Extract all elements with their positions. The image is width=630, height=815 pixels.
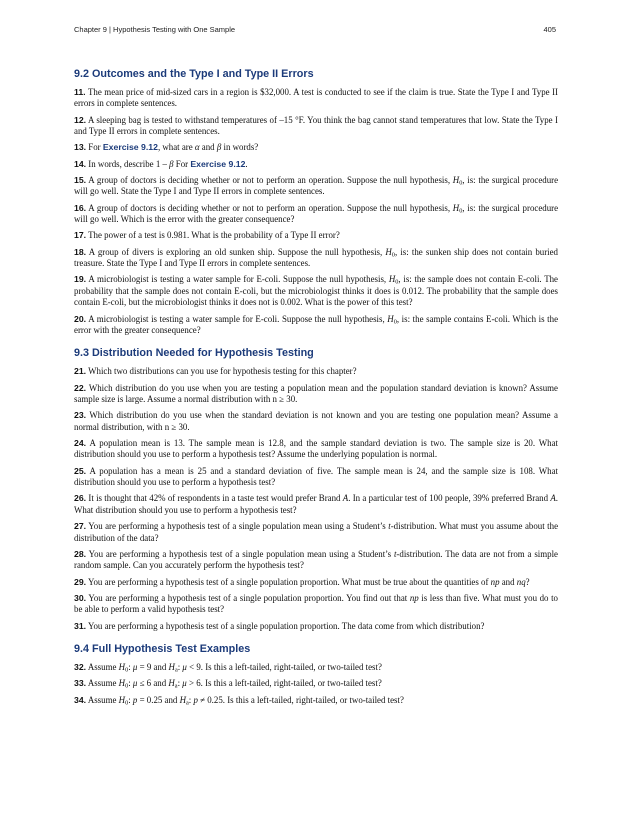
exercise-number: 31. xyxy=(74,620,87,631)
hypothesis-symbol: H xyxy=(168,661,175,672)
section-heading-9-2: 9.2 Outcomes and the Type I and Type II Errors xyxy=(74,68,314,80)
exercise-25 xyxy=(74,466,558,489)
exercise-text: , is: the surgical procedure will go well. State the Type I and Type II errors in complete sentences. xyxy=(74,175,559,197)
exercise-text: ? xyxy=(525,576,530,587)
hypothesis-symbol: H xyxy=(118,678,126,689)
mu-symbol: μ xyxy=(182,678,187,689)
exercise-27 xyxy=(74,521,558,544)
subscript: 0 xyxy=(393,318,397,326)
exercise-text: A microbiologist is testing a water sample for E-coli. Suppose the null hypothesis, xyxy=(88,274,387,285)
exercise-text: Which distribution do you use when you are testing a population mean and the population standard deviation is known? Assume sample size is large. Assume a normal distribution with n ≥ 30. xyxy=(74,382,558,405)
mu-symbol: μ xyxy=(132,661,138,672)
subscript: 0 xyxy=(459,207,463,215)
mu-symbol: μ xyxy=(132,678,138,689)
exercise-number: 11. xyxy=(74,87,86,97)
p-symbol: p xyxy=(132,694,138,705)
exercise-text: < 9. Is this a left-tailed, right-tailed, or two-tailed test? xyxy=(189,661,382,672)
exercise-link[interactable]: Exercise 9.12 xyxy=(102,142,158,153)
exercise-text: is less than five. What must you do to be able to perform a valid hypothesis test? xyxy=(74,592,558,615)
page-number: 405 xyxy=(543,25,556,34)
exercise-11 xyxy=(74,87,558,110)
exercise-text: ≠ 0.25. Is this a left-tailed, right-tailed, or two-tailed test? xyxy=(200,694,404,705)
subscript: a xyxy=(186,699,189,707)
exercise-text: A population mean is 13. The sample mean is 12.8, and the sample standard deviation is two. The sample size is 20. What distribution should you use to perform a hypothesis test? Assume the underlying population is normal. xyxy=(74,438,558,460)
exercise-13 xyxy=(74,142,558,153)
exercise-number: 21. xyxy=(74,366,87,377)
exercise-30 xyxy=(74,593,558,616)
subscript: a xyxy=(174,666,178,674)
exercise-text: ≤ 6 and xyxy=(139,678,167,689)
exercise-text: A group of doctors is deciding whether or not to perform an operation. Suppose the null hypothesis, xyxy=(88,202,451,213)
mu-symbol: μ xyxy=(182,661,187,672)
subscript: 0 xyxy=(395,279,399,286)
exercise-link[interactable]: Exercise 9.12 xyxy=(190,158,246,169)
hypothesis-symbol: H xyxy=(179,694,186,705)
p-symbol: p xyxy=(193,694,198,705)
exercise-26 xyxy=(74,493,558,516)
exercise-text: You are performing a hypothesis test of a single population mean using a Student’s xyxy=(88,548,392,559)
beta-symbol: β xyxy=(216,142,222,153)
page-content xyxy=(74,67,558,711)
exercise-text: The power of a test is 0.981. What is the probability of a Type II error? xyxy=(88,230,340,241)
hypothesis-symbol: H xyxy=(168,678,175,689)
section-heading-9-3: 9.3 Distribution Needed for Hypothesis Testing xyxy=(74,347,314,360)
exercise-12 xyxy=(74,115,558,138)
exercise-text: . In a particular test of 100 people, 39% preferred Brand xyxy=(348,493,549,504)
subscript: 0 xyxy=(459,179,463,187)
exercise-text: For xyxy=(88,142,101,153)
exercise-20 xyxy=(74,314,558,337)
exercise-16 xyxy=(74,203,558,226)
nq-symbol: nq xyxy=(516,576,526,587)
exercise-17 xyxy=(74,230,558,241)
beta-symbol: β xyxy=(169,158,174,169)
exercise-text: : xyxy=(177,678,181,689)
exercise-text: Assume xyxy=(87,661,117,672)
exercise-15 xyxy=(74,175,558,198)
subscript: 0 xyxy=(125,666,129,674)
exercise-24 xyxy=(74,438,558,461)
brand-symbol: A xyxy=(550,493,556,504)
subscript: 0 xyxy=(391,251,395,259)
exercise-text: : xyxy=(128,678,131,689)
exercise-number: 25. xyxy=(74,465,87,476)
exercise-number: 27. xyxy=(74,521,87,532)
exercise-text: : xyxy=(128,694,131,705)
exercise-text: > 6. Is this a left-tailed, right-tailed, or two-tailed test? xyxy=(188,678,382,689)
running-header xyxy=(74,25,556,37)
t-symbol: t xyxy=(393,548,397,559)
exercise-text: A sleeping bag is tested to withstand temperatures of –15 °F. You think the bag cannot stand temperatures that low. State the Type I and Type II errors in complete sentences. xyxy=(74,114,558,137)
exercise-number: 14. xyxy=(74,158,87,169)
subscript: 0 xyxy=(125,682,129,690)
hypothesis-symbol: H xyxy=(118,694,126,705)
exercise-28 xyxy=(74,549,558,572)
exercise-34 xyxy=(74,695,558,706)
hypothesis-symbol: H xyxy=(118,661,126,672)
exercise-number: 33. xyxy=(74,678,87,689)
exercise-text: You are performing a hypothesis test of a single population proportion. What must be true about the quantities of xyxy=(87,576,489,587)
exercise-14 xyxy=(74,159,558,170)
exercise-32 xyxy=(74,662,558,673)
exercise-number: 23. xyxy=(74,410,87,421)
chapter-title: Chapter 9 | Hypothesis Testing with One Sample xyxy=(74,25,236,34)
exercise-text: In words, describe 1 – xyxy=(88,158,167,169)
exercise-text: Assume xyxy=(87,678,117,689)
exercise-number: 20. xyxy=(74,313,87,324)
exercise-text: You are performing a hypothesis test of a single population proportion. The data come from which distribution? xyxy=(87,620,485,631)
hypothesis-symbol: H xyxy=(452,175,460,185)
exercise-text: A population has a mean is 25 and a standard deviation of five. The sample mean is 24, and the sample size is 108. What distribution should you use to perform a hypothesis test? xyxy=(74,465,558,488)
exercise-number: 30. xyxy=(74,592,87,603)
exercise-number: 12. xyxy=(74,114,87,125)
hypothesis-symbol: H xyxy=(452,202,460,213)
exercise-text: : xyxy=(188,694,192,705)
exercise-text: Assume xyxy=(87,694,117,705)
exercise-text: The mean price of mid-sized cars in a region is $32,000. A test is conducted to see if the claim is true. State the Type I and Type II errors in complete sentences. xyxy=(74,87,558,109)
exercise-number: 26. xyxy=(74,493,87,504)
exercise-text: , what are xyxy=(157,142,193,153)
exercise-number: 15. xyxy=(74,175,87,185)
exercise-text: : xyxy=(177,661,181,672)
exercise-number: 16. xyxy=(74,202,87,213)
exercise-text: For xyxy=(175,158,189,169)
alpha-symbol: α xyxy=(194,142,200,153)
exercise-31 xyxy=(74,621,558,632)
exercise-text: You are performing a hypothesis test of a single population mean using a Student’s xyxy=(88,521,386,532)
subscript: a xyxy=(174,682,178,690)
exercise-text: in words? xyxy=(223,142,259,153)
exercise-number: 18. xyxy=(74,246,87,257)
exercise-number: 17. xyxy=(74,230,87,241)
exercise-number: 19. xyxy=(74,274,87,285)
exercise-text: Which two distributions can you use for hypothesis testing for this chapter? xyxy=(88,366,357,377)
hypothesis-symbol: H xyxy=(388,274,396,285)
np-symbol: np xyxy=(409,592,419,603)
t-symbol: t xyxy=(388,521,391,532)
hypothesis-symbol: H xyxy=(385,246,392,257)
exercise-number: 29. xyxy=(74,576,87,587)
exercise-text: : xyxy=(128,661,131,672)
exercise-text: A microbiologist is testing a water sample for E-coli. Suppose the null hypothesis, xyxy=(88,313,385,324)
exercise-text: , is: the sample does not contain E-coli. The probability that the sample does not contain E-coli, but the microbiologist thinks it does is 0.012. The probability that the sample does contain E-coli, but the microbiologist thinks it does not is 0.002. What is the power of this test? xyxy=(74,274,559,308)
exercise-number: 28. xyxy=(74,548,87,559)
exercise-18 xyxy=(74,247,558,270)
exercise-text: You are performing a hypothesis test of a single population proportion. You find out that xyxy=(88,592,408,603)
exercise-text: . What distribution should you use to perform a hypothesis test? xyxy=(74,493,558,515)
exercise-text: . xyxy=(245,158,248,169)
exercise-21 xyxy=(74,366,558,377)
exercise-number: 34. xyxy=(74,694,87,705)
exercise-19 xyxy=(74,274,558,308)
exercise-text: , is: the surgical procedure will go well. Which is the error with the greater consequence? xyxy=(74,202,559,225)
exercise-text: It is thought that 42% of respondents in a taste test would prefer Brand xyxy=(88,493,341,504)
exercise-text: -distribution. What must you assume about the distribution of the data? xyxy=(74,521,559,543)
exercise-number: 32. xyxy=(74,661,87,672)
exercise-text: A group of doctors is deciding whether or not to perform an operation. Suppose the null hypothesis, xyxy=(88,175,451,185)
exercise-text: , is: the sample contains E-coli. Which is the error with the greater consequence? xyxy=(74,313,559,335)
exercise-text: = 9 and xyxy=(139,661,167,672)
exercise-text: A group of divers is exploring an old sunken ship. Suppose the null hypothesis, xyxy=(88,246,383,257)
exercise-text: -distribution. The data are not from a simple random sample. Can you accurately perform the hypothesis test? xyxy=(74,548,558,571)
exercise-text: , is: the sunken ship does not contain buried treasure. State the Type I and Type II errors in complete sentences. xyxy=(74,246,558,269)
section-heading-9-4: 9.4 Full Hypothesis Test Examples xyxy=(74,642,251,655)
exercise-23 xyxy=(74,410,558,433)
hypothesis-symbol: H xyxy=(387,313,394,324)
subscript: 0 xyxy=(125,699,129,707)
exercise-22 xyxy=(74,383,558,406)
exercise-text: = 0.25 and xyxy=(139,694,178,705)
exercise-33 xyxy=(74,678,558,689)
brand-symbol: A xyxy=(342,493,349,504)
exercise-number: 22. xyxy=(74,382,87,393)
exercise-29 xyxy=(74,577,558,588)
exercise-text: Which distribution do you use when the standard deviation is not known and you are testing one population mean? Assume a normal distribution, with n ≥ 30. xyxy=(74,410,558,432)
exercise-number: 13. xyxy=(74,142,87,153)
exercise-number: 24. xyxy=(74,438,87,449)
exercise-text: and xyxy=(501,576,515,587)
np-symbol: np xyxy=(490,576,500,587)
exercise-text: and xyxy=(201,142,215,153)
